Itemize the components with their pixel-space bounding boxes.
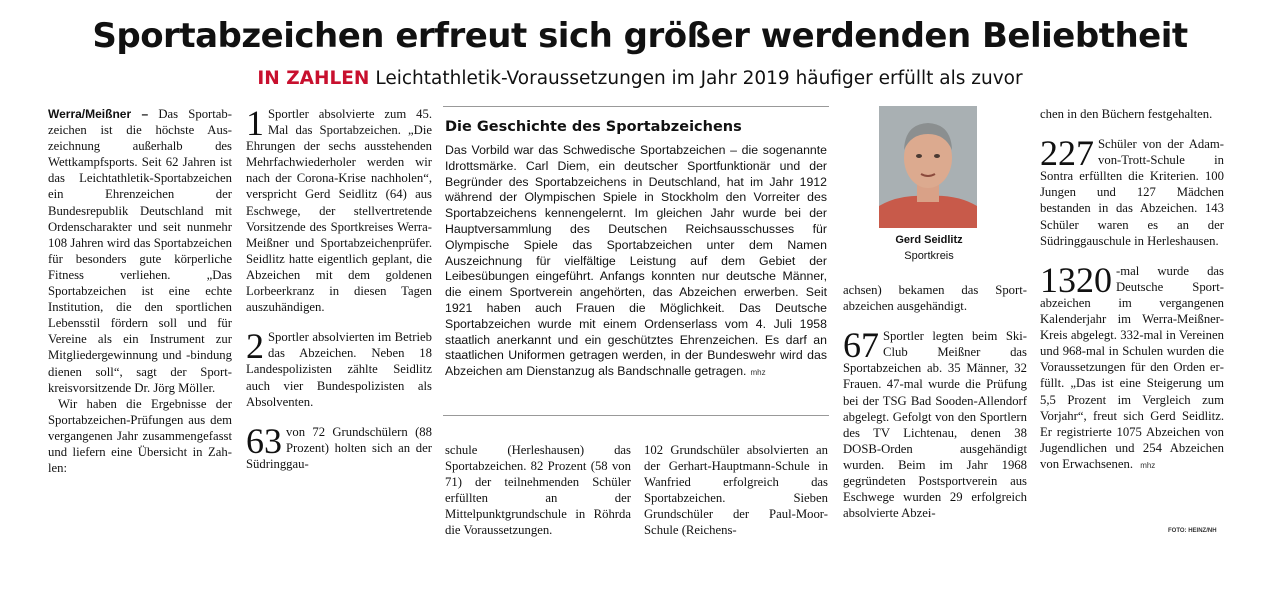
continued-text: 102 Grundschüler absolvierten an der Gerhart-Hauptmann-Schule in Wanfried erfolgreich das Sportabzeichen. Sieben Grundschüler der Paul-Moor-Schule (Reichens- [644,443,828,538]
fact-2 [246,326,432,409]
fact-text: Sportler absolvierte zum 45. Mal das Sportabzeichen. „Die Ehrungen der sechs ausstehenden Mehrfachwiederholer werden wir nach der Corona-Krise nachholen“, verspricht Gerd Seidlitz (64) aus Eschwege, der stellvertretende Vorsitzende des Sportkreises Werra-Meißner und Sportabzeichenprüfer. Seidlitz hatte eigentlich geplant, die Abzeichen mit dem goldenen Lorbeerkranz in diesen Tagen auszuhändigen. [246,107,432,315]
column-1 [48,106,232,476]
column-4 [644,442,828,539]
fact-number: 2 [246,326,264,367]
continued-text: chen in den Büchern festgehalten. [1040,107,1213,121]
column-6 [1040,106,1224,474]
portrait-photo [879,106,977,228]
fact-text: von 72 Grundschülern (88 Prozent) holten sich an der Südringgau- [246,424,432,471]
fact-1320 [1040,259,1224,474]
fact-text: Schüler von der Adam-von-Trott-Schule in Sontra erfüllten die Kriterien. 100 Jungen und 127 Mädchen bestanden in das Abzeichen. 143 Schüler waren es an der Südringgauschule in Herleshausen. [1040,137,1224,248]
photo-caption-role: Sportkreis [904,250,954,262]
continued-text: achsen) bekamen das Sportabzeichen ausgehändigt. [843,283,1027,314]
history-box-title: Die Geschichte des Sportabzeichens [445,119,742,135]
dateline: Werra/Meißner – [48,107,149,121]
fact-67 [843,325,1027,521]
overview-paragraph: Wir haben die Ergebnisse der Sportabzeichen-Prüfungen aus dem vergangenen Jahr zusammengefasst und liefern eine Übersicht in Zahlen: [48,396,232,476]
portrait-image [879,106,977,228]
fact-227 [1040,133,1224,249]
author-signature: mhz [1140,460,1156,470]
continued-text: schule (Herleshausen) das Sportabzeichen. 82 Prozent (58 von 71) der teilnehmenden Schüler erfüllten an der Mittelpunktgrundschule in Röhrda die Voraussetzungen. [445,443,631,538]
photo-credit: FOTO: HEINZ/NH [1168,528,1217,534]
fact-3 [246,420,432,472]
fact-number: 1 [246,103,264,143]
headline: Sportabzeichen erfreut sich größer werdenden Beliebtheit [92,16,1188,56]
fact-number: 1320 [1040,259,1112,300]
fact-number: 63 [246,420,282,461]
fact-number: 67 [843,325,879,366]
intro-paragraph [48,106,232,396]
column-5 [843,282,1027,521]
intro-text: Das Sportabzeichen ist die höchste Auszeichnung außerhalb des Wettkampfsports. Seit 62 Jahren ist das Leichtathletik-Sportabzeichen ein Ehrenzeichen der Bundesrepublik Deutschland mit Ordenscharakter und seit nunmehr 108 Jahren wird das Sportabzeichen für besonders gute körperliche Fitness verliehen. „Das Sportabzeichen ist eine echte Institution, die den sportlichen Lebensstil fördern soll und für Vereine als ein Instrument zur Mitgliedergewinnung und -bindung dienen soll“, sagt der Sportkreisvorsitzende Dr. Jörg Möller. [48,107,233,395]
photo-caption-name: Gerd Seidlitz [895,234,963,246]
fact-text: Sportler absolvierten im Betrieb das Abzeichen. Neben 18 Landespolizisten zählte Seidlitz auch vier Bundespolizisten als Absolventen. [246,330,432,409]
subline [0,68,1280,89]
kicker: IN ZAHLEN [257,68,370,89]
subline-text: Leichtathletik-Voraussetzungen im Jahr 2019 häufiger erfüllt als zuvor [375,68,1023,89]
fact-1 [246,103,432,315]
column-2 [246,103,432,472]
column-3 [445,442,631,539]
history-box [443,106,829,416]
history-box-text: Das Vorbild war das Schwedische Sportabzeichen – die sogenannte Idrottsmärke. Carl Diem, ein deutscher Sportfunktionär und der Begründer des Sportabzeichens in Deutschland, hat im Jahr 1912 während der Olympischen Spiele in Stockholm den Vorreiter des Sportabzeichens kennengelernt. Im gleichen Jahr wurde bei der Hauptversammlung des Deutschen Reichsausschusses für Olympische Spiele das Sportabzeichen unter dem Namen Auszeichnung für vielfältige Leistung auf dem Gebiet der Leibesübungen eingeführt. Anfangs konnten nur deutsche Männer, die einem Sportverein angehörten, das Abzeichen erwerben. Seit 1921 haben auch Frauen die Möglichkeit. Das Deutsche Sportabzeichen wurde mit einem Ordenserlass vom 4. Juli 1958 staatlich anerkannt und ein geschütztes Ehrenzeichen. Es darf an staatlichen Uniformen getragen werden, in der Bundeswehr wird das Abzeichen am Dienstanzug als Bandschnalle getragen. mhz [445,143,827,379]
fact-number: 227 [1040,133,1094,174]
fact-text: Sportler legten beim Ski-Club Meißner das Sportabzeichen ab. 35 Männer, 32 Frauen. 47-mal wurde die Prüfung bei der TSG Bad Sooden-Allendorf abgelegt. Gefolgt von den Sportlern des TV Lichtenau, denen 38 DOSB-Orden ausgehändigt wurden. Beim im Jahr 1968 gegründeten Postsportverein aus Eschwege wurden 29 erfolgreich absolvierte Abzei- [843,329,1027,521]
author-signature: mhz [750,368,766,378]
fact-text: -mal wurde das Deutsche Sportabzeichen im vergangenen Kalenderjahr im Werra-Meißner-Kreis abgelegt. 332-mal in Vereinen und 968-mal in Schulen wurden die Voraussetzungen für den Orden erfüllt. „Das ist eine Steigerung um 5,5 Prozent im Vergleich zum Vorjahr“, freut sich Gerd Seidlitz. Er registrierte 1075 Abzeichen von Jugendlichen und 254 Abzeichen von Erwachsenen. [1040,263,1224,471]
